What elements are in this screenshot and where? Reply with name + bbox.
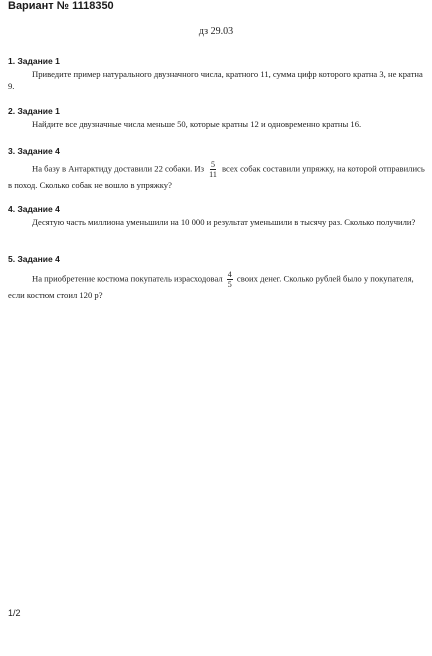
task-text-after: всех собак составили упряжку, на которой отправились в поход. Сколько собак не вошло в упряжку?	[8, 163, 425, 190]
task-5	[8, 254, 428, 301]
fraction-denominator: 11	[209, 170, 217, 179]
task-text	[8, 270, 428, 301]
task-text: Десятую часть миллиона уменьшили на 10 000 и результат уменьшили в тысячу раз. Сколько получили?	[32, 217, 416, 227]
task-text: Найдите все двузначные числа меньше 50, которые кратны 12 и одновременно кратны 16.	[32, 119, 362, 129]
task-text	[8, 160, 428, 191]
task-4	[8, 204, 428, 228]
task-heading: 5. Задание 4	[8, 254, 60, 264]
task-heading: 4. Задание 4	[8, 204, 60, 214]
task-heading: 3. Задание 4	[8, 146, 60, 156]
task-2	[8, 106, 428, 130]
fraction-denominator: 5	[227, 280, 232, 289]
page-number: 1/2	[8, 608, 21, 618]
page-title: Вариант № 1118350	[8, 0, 114, 12]
fraction	[227, 270, 233, 289]
task-text: Приведите пример натурального двузначного числа, кратного 11, сумма цифр которого кратна 3, не кратна 9.	[8, 69, 423, 91]
task-3	[8, 146, 428, 191]
task-text-after: своих денег. Сколько рублей было у покупателя, если костюм стоил 120 р?	[8, 273, 414, 300]
fraction-numerator: 5	[211, 160, 216, 169]
fraction	[208, 160, 218, 179]
task-1	[8, 56, 428, 92]
task-heading: 1. Задание 1	[8, 56, 60, 66]
task-text-before: На базу в Антарктиду доставили 22 собаки. Из	[32, 163, 207, 174]
task-heading: 2. Задание 1	[8, 106, 60, 116]
fraction-numerator: 4	[227, 270, 232, 279]
task-text-before: На приобретение костюма покупатель израсходовал	[32, 273, 225, 284]
document-subtitle: дз 29.03	[198, 26, 234, 37]
